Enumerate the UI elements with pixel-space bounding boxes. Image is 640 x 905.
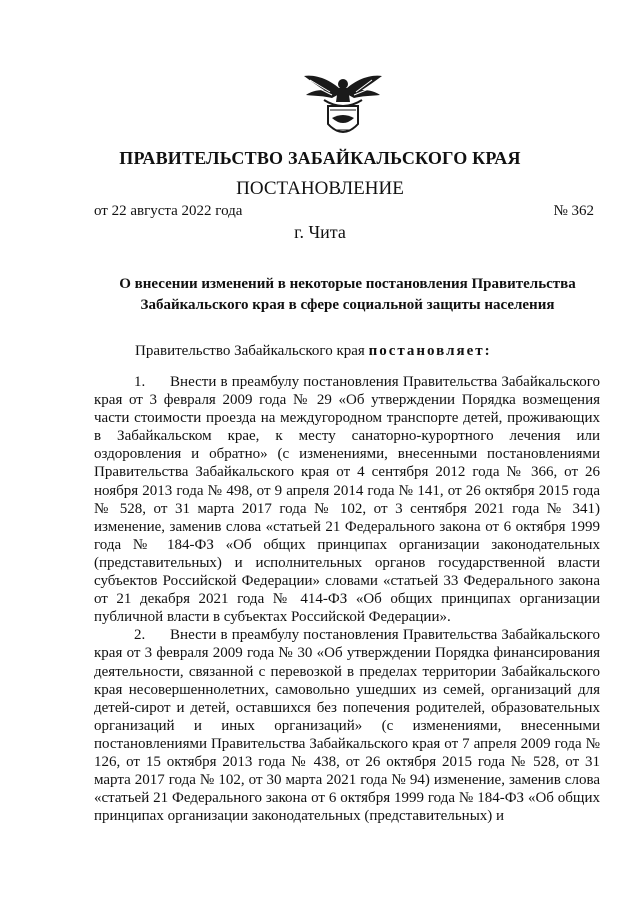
subject-line-1: О внесении изменений в некоторые постановления Правительства (119, 276, 576, 292)
document-number: № 362 (553, 203, 594, 219)
document-city: г. Чита (294, 222, 346, 242)
paragraph-1: 1. Внести в преамбулу постановления Правительства Забайкальского края от 3 февраля 2009 года № 29 «Об утверждении Порядка возмещения части стоимости проезда на междугородном транспорте детей, проживающих в Забайкальском крае, к месту санаторно-курортного лечения или оздоровления и обратно» (с изменениями, внесенными постановлениями Правительства Забайкальского края от 4 сентября 2012 года № 366, от 26 ноября 2013 года № 498, от 9 апреля 2014 года № 141, от 26 октября 2015 года № 528, от 31 марта 2017 года № 102, от 3 сентября 2021 года № 341) изменение, заменив слова «статьей 21 Федерального закона от 6 октября 1999 года № 184-ФЗ «Об общих принципах организации законодательных (представительных) и исполнительных органов государственной власти субъектов Российской Федерации» словами «статьей 33 Федерального закона от 21 декабря 2021 года № 414-ФЗ «Об общих принципах организации публичной власти в субъектах Российской Федерации». (94, 374, 600, 626)
preamble-lead: Правительство Забайкальского края (135, 343, 369, 359)
coat-of-arms-icon (302, 62, 384, 142)
document-subject (95, 274, 600, 316)
preamble-verb: постановляет: (368, 343, 492, 359)
document-date: от 22 августа 2022 года (94, 203, 243, 219)
government-name: ПРАВИТЕЛЬСТВО ЗАБАЙКАЛЬСКОГО КРАЯ (119, 148, 521, 168)
paragraph-2: 2. Внести в преамбулу постановления Правительства Забайкальского края от 3 февраля 2009 года № 30 «Об утверждении Порядка финансирования деятельности, связанной с перевозкой в пределах территории Забайкальского края несовершеннолетних, самовольно ушедших из семей, организаций для детей-сирот и детей, оставшихся без попечения родителей, образовательных организаций и иных организаций» (с изменениями, внесенными постановлениями Правительства Забайкальского края от 7 апреля 2009 года № 126, от 15 октября 2013 года № 438, от 26 октября 2015 года № 528, от 31 марта 2017 года № 102, от 30 марта 2021 года № 94) изменение, заменив слова «статьей 21 Федерального закона от 6 октября 1999 года № 184-ФЗ «Об общих принципах организации законодательных (представительных) и (94, 627, 600, 825)
document-body (94, 373, 600, 825)
document-type: ПОСТАНОВЛЕНИЕ (236, 178, 404, 199)
preamble (135, 343, 492, 360)
subject-line-2: Забайкальского края в сфере социальной защиты населения (140, 297, 555, 313)
